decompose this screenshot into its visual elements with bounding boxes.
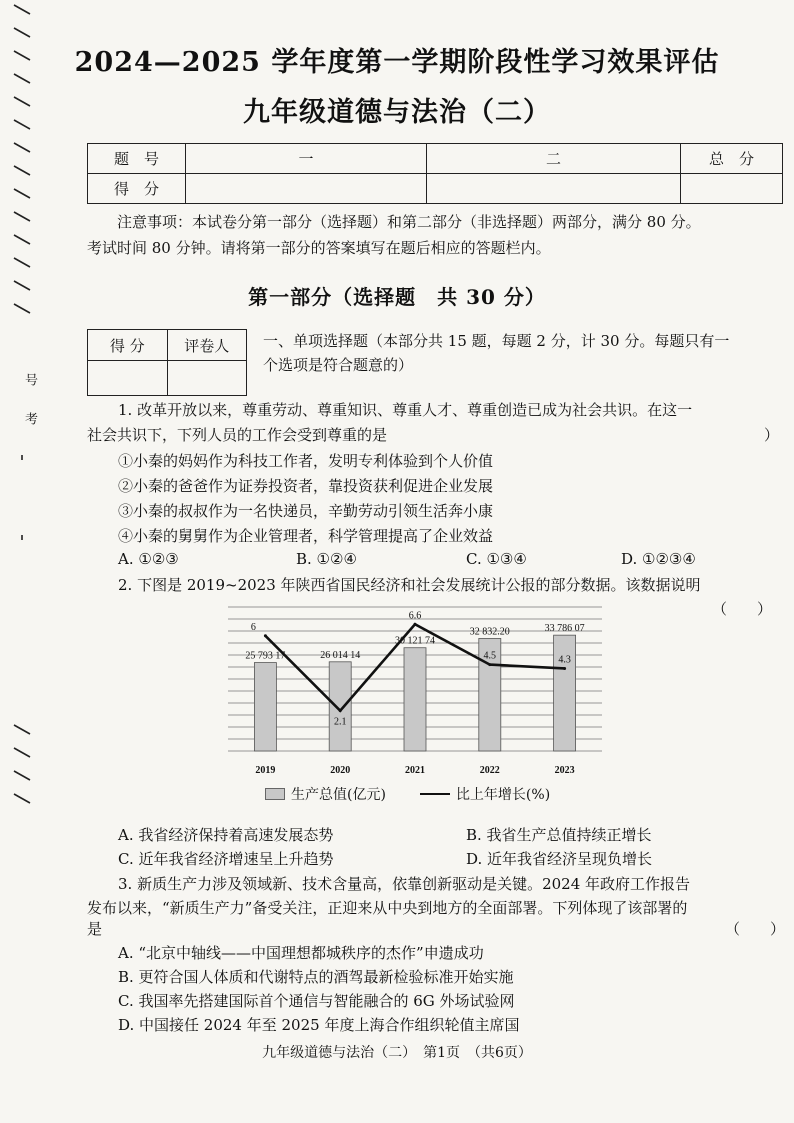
q1-item-3: ③小秦的叔叔作为一名快递员，辛勤劳动引领生活奔小康 bbox=[118, 502, 494, 520]
q1-option-b: B. ①②④ bbox=[296, 550, 357, 568]
chart-growth-point bbox=[488, 663, 491, 666]
chart-x-tick-label: 2023 bbox=[554, 765, 575, 776]
q2-option-c: C. 近年我省经济增速呈上升趋势 bbox=[118, 850, 334, 868]
chart-x-tick-label: 2020 bbox=[330, 765, 351, 776]
notice-line-2: 考试时间 80 分钟。请将第一部分的答案填写在题后相应的答题栏内。 bbox=[87, 239, 551, 257]
q1-item-1: ①小秦的妈妈作为科技工作者，发明专利体验到个人价值 bbox=[118, 452, 494, 470]
q1-stem-line-1: 1. 改革开放以来，尊重劳动、尊重知识、尊重人才、尊重创造已成为社会共识。在这一 bbox=[118, 401, 693, 419]
q3-option-a: A. “北京中轴线——中国理想都城秩序的杰作”申遗成功 bbox=[118, 944, 484, 962]
q1-item-2: ②小秦的爸爸作为证券投资者，靠投资获利促进企业发展 bbox=[118, 477, 494, 495]
chart-x-tick-label: 2019 bbox=[255, 765, 276, 776]
q1-option-a: A. ①②③ bbox=[118, 550, 179, 568]
section-heading-line-2: 个选项是符合题意的） bbox=[263, 356, 414, 374]
q3-stem-line-2: 发布以来，“新质生产力”备受关注，正迎来从中央到地方的全面部署。下列体现了该部署的 bbox=[87, 899, 688, 917]
chart-growth-value-label: 4.5 bbox=[483, 650, 497, 662]
q3-option-b: B. 更符合国人体质和代谢特点的酒驾最新检验标准开始实施 bbox=[118, 968, 514, 986]
side-label-2: 考 bbox=[22, 412, 37, 425]
notice-line-1: 注意事项：本试卷分第一部分（选择题）和第二部分（非选择题）两部分，满分 80 分。 bbox=[117, 213, 701, 231]
chart-bars bbox=[254, 635, 575, 751]
legend-bar-swatch bbox=[265, 788, 285, 800]
q1-option-d: D. ①②③④ bbox=[621, 550, 696, 568]
legend-line-swatch bbox=[420, 793, 450, 795]
q2-option-a: A. 我省经济保持着高速发展态势 bbox=[118, 826, 334, 844]
chart-bar-2023 bbox=[554, 635, 576, 751]
chart-legend bbox=[265, 784, 550, 804]
chart-bar-2019 bbox=[254, 663, 276, 751]
q3-stem-line-1: 3. 新质生产力涉及领域新、技术含量高，依靠创新驱动是关键。2024 年政府工作报告 bbox=[118, 875, 691, 893]
side-label-1: 号 bbox=[22, 373, 37, 386]
q3-answer-paren: （ ） bbox=[725, 920, 786, 938]
chart-growth-point bbox=[563, 667, 566, 670]
legend-line-label: 比上年增长(%) bbox=[455, 787, 551, 803]
exam-subject: 九年级道德与法治（二） bbox=[243, 97, 551, 128]
q1-answer-paren: ） bbox=[764, 426, 780, 444]
gdp-chart bbox=[222, 601, 607, 779]
section-heading-line-1: 一、单项选择题（本部分共 15 题，每题 2 分，计 30 分。每题只有一 bbox=[263, 332, 730, 350]
chart-growth-value-label: 2.1 bbox=[333, 716, 347, 728]
score-table-header-part1: 一 bbox=[186, 144, 427, 174]
q2-stem: 2. 下图是 2019~2023 年陕西省国民经济和社会发展统计公报的部分数据。该数据说明 bbox=[118, 576, 701, 594]
score-cell-part1[interactable] bbox=[186, 174, 427, 204]
score-cell-part2[interactable] bbox=[427, 174, 681, 204]
chart-growth-value-label: 6.6 bbox=[408, 610, 422, 622]
chart-bar-value-label: 33 786 07 bbox=[544, 623, 585, 635]
q2-option-d: D. 近年我省经济呈现负增长 bbox=[466, 850, 653, 868]
legend-bar-label: 生产总值(亿元) bbox=[291, 787, 386, 803]
chart-growth-point bbox=[264, 634, 267, 637]
chart-growth-value-label: 6 bbox=[250, 621, 256, 633]
q3-option-c: C. 我国率先搭建国际首个通信与智能融合的 6G 外场试验网 bbox=[118, 992, 515, 1010]
notice bbox=[87, 209, 787, 261]
q3-option-d: D. 中国接任 2024 年至 2025 年度上海合作组织轮值主席国 bbox=[118, 1016, 520, 1034]
chart-bar-2021 bbox=[404, 648, 426, 751]
score-cell-total[interactable] bbox=[681, 174, 783, 204]
grader-box-grader-cell[interactable] bbox=[167, 361, 247, 396]
chart-bar-value-label: 26 014 14 bbox=[320, 649, 361, 661]
chart-bar-2020 bbox=[329, 662, 351, 751]
score-table bbox=[87, 143, 783, 204]
chart-growth-value-label: 4.3 bbox=[558, 654, 571, 666]
grader-box-score-label: 得 分 bbox=[88, 330, 168, 361]
score-table-header-no: 题 号 bbox=[88, 144, 186, 174]
binding-margin bbox=[0, 0, 40, 1123]
chart-growth-point bbox=[339, 709, 342, 712]
chart-bar-value-label: 25 793 17 bbox=[245, 650, 286, 662]
page-footer: 九年级道德与法治（二） 第1页 （共6页） bbox=[262, 1045, 532, 1061]
grader-box-grader-label: 评卷人 bbox=[167, 330, 247, 361]
grader-box bbox=[87, 329, 247, 396]
exam-title: 2024—2025 学年度第一学期阶段性学习效果评估 bbox=[74, 47, 720, 78]
chart-bar-value-label: 32 832.20 bbox=[469, 626, 510, 638]
q2-answer-paren: （ ） bbox=[712, 600, 773, 618]
chart-x-tick-label: 2021 bbox=[405, 765, 425, 776]
chart-bar-value-label: 30 121 74 bbox=[395, 635, 435, 647]
binding-slash-marks bbox=[0, 0, 40, 1123]
chart-growth-point bbox=[414, 623, 417, 626]
grader-box-score-cell[interactable] bbox=[88, 361, 168, 396]
q1-stem-line-2: 社会共识下，下列人员的工作会受到尊重的是 bbox=[87, 426, 388, 444]
q1-option-c: C. ①③④ bbox=[466, 550, 527, 568]
q2-option-b: B. 我省生产总值持续正增长 bbox=[466, 826, 652, 844]
chart-x-tick-label: 2022 bbox=[479, 765, 500, 776]
part1-title: 第一部分（选择题 共 30 分） bbox=[248, 285, 546, 309]
score-table-header-part2: 二 bbox=[427, 144, 681, 174]
q1-item-4: ④小秦的舅舅作为企业管理者，科学管理提高了企业效益 bbox=[118, 527, 494, 545]
section-heading bbox=[263, 329, 783, 377]
q3-stem-line-3: 是 bbox=[87, 920, 103, 938]
score-table-row-label: 得 分 bbox=[88, 174, 186, 204]
score-table-header-total: 总 分 bbox=[681, 144, 783, 174]
